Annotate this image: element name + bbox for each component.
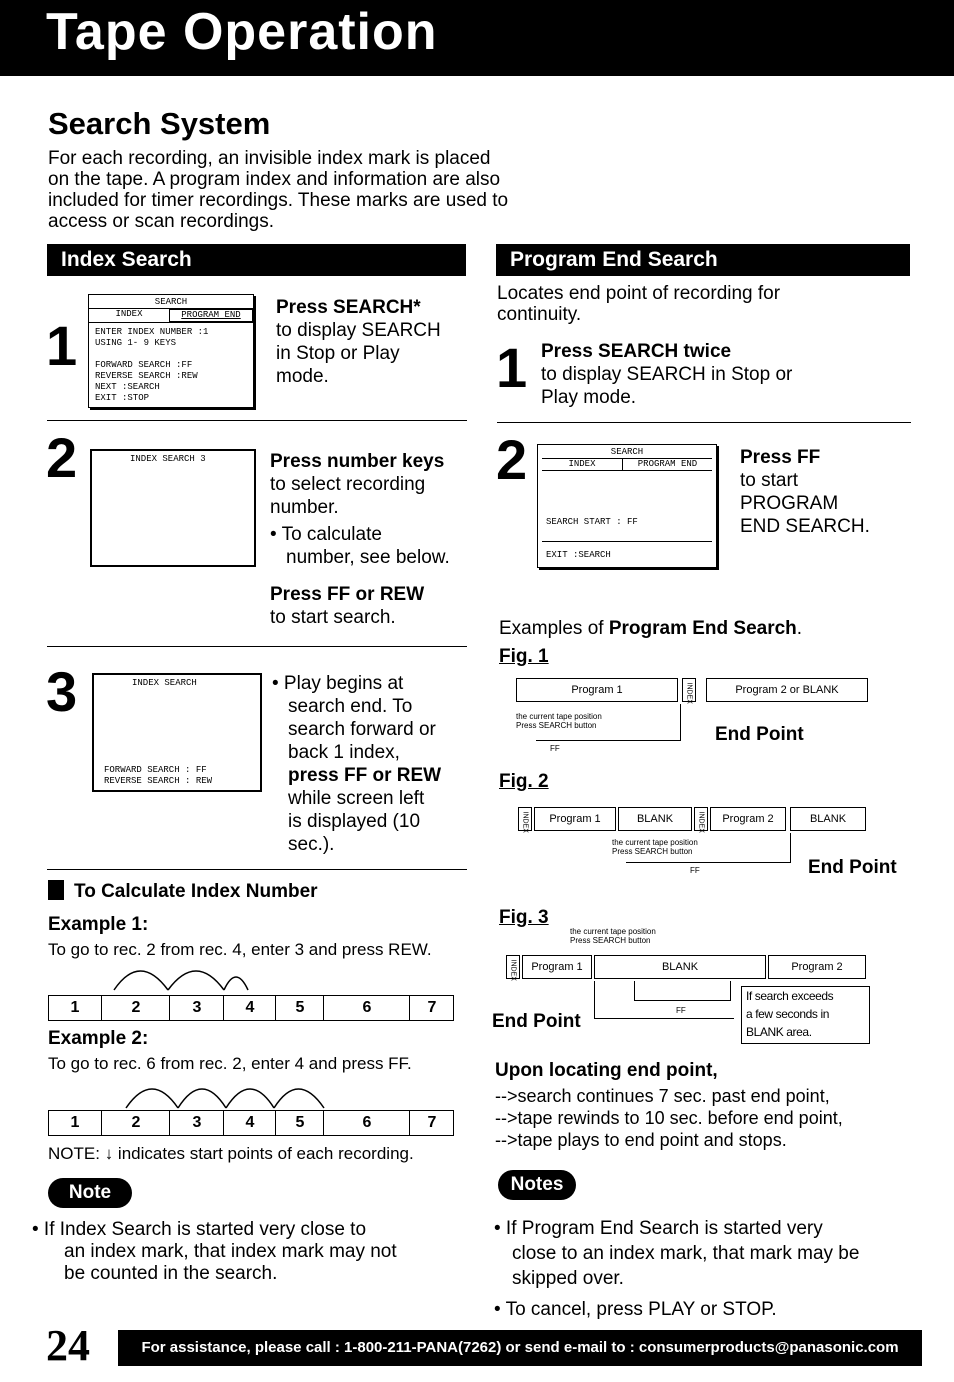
divider: [497, 422, 911, 423]
example2-label: Example 2:: [48, 1028, 149, 1049]
index-search-bar: Index Search: [47, 244, 466, 276]
notes-badge: Notes: [498, 1170, 576, 1200]
divider: [47, 646, 467, 647]
step1-text: Press SEARCH* to display SEARCH in Stop or Play mode.: [276, 297, 441, 387]
step3-text: • Play begins at search end. To search forward or back 1 index, press FF or REW while screen left is displayed (10 sec.).: [272, 673, 442, 855]
step-number: 3: [46, 660, 78, 723]
note-left-text: • If Index Search is started very close to an index mark, that index mark may not be counted in the search.: [32, 1219, 397, 1284]
note-badge: Note: [48, 1178, 132, 1208]
fig1-ff: FF: [550, 744, 560, 753]
example1-text: To go to rec. 2 from rec. 4, enter 3 and press REW.: [48, 940, 432, 959]
step2-text: Press number keys to select recording number. • To calculate number, see below. Press FF or REW to start search.: [270, 451, 450, 628]
fig1-end-point: End Point: [715, 724, 804, 745]
index-row-example2: 1 2 3 4 5 6 7: [48, 1110, 454, 1136]
fig1-tape: Program 1 INDEX Program 2 or BLANK: [516, 678, 870, 704]
fig2-ff: FF: [690, 866, 700, 875]
fig3-line: [594, 1018, 734, 1019]
section-title: Search System: [48, 106, 271, 141]
header-bar: [0, 0, 954, 76]
index-mark-icon: INDEX: [682, 678, 696, 702]
fig3-line: [730, 981, 731, 1001]
section-intro: For each recording, an invisible index mark is placed on the tape. A program index and information are also included for timer recordings. These marks are used to access or scan recordings.: [48, 148, 509, 232]
fig2-tape: INDEX Program 1 BLANK INDEX Program 2 BLANK: [518, 807, 868, 833]
assistance-bar: For assistance, please call : 1-800-211-PANA(7262) or send e-mail to : consumerproducts@panasonic.com: [118, 1330, 922, 1366]
fig3-end-point: End Point: [492, 1011, 581, 1032]
notes-right-text: • If Program End Search is started very close to an index mark, that mark may be skipped over. • To cancel, press PLAY or STOP.: [494, 1218, 860, 1320]
step-number: 2: [46, 426, 78, 489]
example1-arcs: [48, 960, 458, 1000]
fig3-line: [634, 1000, 730, 1001]
fig3-note: the current tape position Press SEARCH button: [570, 927, 656, 945]
fig2-label: Fig. 2: [499, 771, 549, 792]
program-end-screen: SEARCH INDEX PROGRAM END SEARCH START : FF EXIT :SEARCH: [537, 444, 717, 568]
page-header-title: Tape Operation: [46, 3, 438, 61]
fig3-tape: INDEX Program 1 BLANK Program 2: [506, 955, 868, 981]
divider: [47, 420, 467, 421]
fig2-note: the current tape position Press SEARCH button: [612, 838, 698, 856]
examples-heading: Examples of Program End Search.: [499, 618, 803, 639]
square-bullet-icon: [48, 880, 64, 900]
index-search-screen-2: INDEX SEARCH FORWARD SEARCH : FF REVERSE SEARCH : REW: [92, 673, 262, 792]
fig3-line: [594, 981, 595, 1019]
down-arrow-icon: ↓: [104, 1144, 114, 1163]
fig3-label: Fig. 3: [499, 907, 549, 928]
pes-step1-text: Press SEARCH twice to display SEARCH in Stop or Play mode.: [541, 341, 793, 408]
fig1-ff-line: [536, 740, 680, 741]
fig1-label: Fig. 1: [499, 646, 549, 667]
example1-label: Example 1:: [48, 914, 149, 935]
fig3-info-box: If search exceeds a few seconds in BLANK area.: [741, 986, 870, 1044]
pes-step2-text: Press FF to start PROGRAM END SEARCH.: [740, 447, 870, 537]
fig2-ff-line: [626, 862, 790, 863]
program-end-search-bar: Program End Search: [496, 244, 910, 276]
index-mark-icon: INDEX: [694, 807, 708, 831]
search-screen: SEARCH INDEX PROGRAM END ENTER INDEX NUMBER :1 USING 1- 9 KEYS FORWARD SEARCH :FF REVERSE SEARCH :REW NEXT :SEARCH EXIT :STOP: [88, 294, 254, 408]
fig3-ff: FF: [676, 1006, 686, 1015]
index-mark-icon: INDEX: [506, 955, 520, 979]
index-mark-icon: INDEX: [518, 807, 532, 831]
step-number: 2: [496, 428, 528, 491]
index-row-example1: 1 2 3 4 5 6 7: [48, 995, 454, 1021]
fig2-ff-line: [790, 833, 791, 863]
calc-title: To Calculate Index Number: [74, 881, 318, 902]
fig1-ff-line: [680, 704, 681, 741]
program-end-intro: Locates end point of recording for continuity.: [497, 283, 781, 325]
calc-note: NOTE: ↓ indicates start points of each recording.: [48, 1144, 414, 1163]
index-search-screen: INDEX SEARCH 3: [90, 449, 256, 567]
step-number: 1: [496, 336, 528, 399]
fig2-end-point: End Point: [808, 857, 897, 878]
step-number: 1: [46, 314, 78, 377]
upon-lines: -->search continues 7 sec. past end point, -->tape rewinds to 10 sec. before end point, -->tape plays to end point and stops.: [495, 1086, 843, 1150]
fig1-note: the current tape position Press SEARCH button: [516, 712, 602, 730]
fig3-line: [634, 981, 635, 1001]
example2-text: To go to rec. 6 from rec. 2, enter 4 and press FF.: [48, 1054, 412, 1073]
page-number: 24: [46, 1321, 90, 1370]
divider: [47, 869, 467, 870]
upon-title: Upon locating end point,: [495, 1060, 718, 1081]
